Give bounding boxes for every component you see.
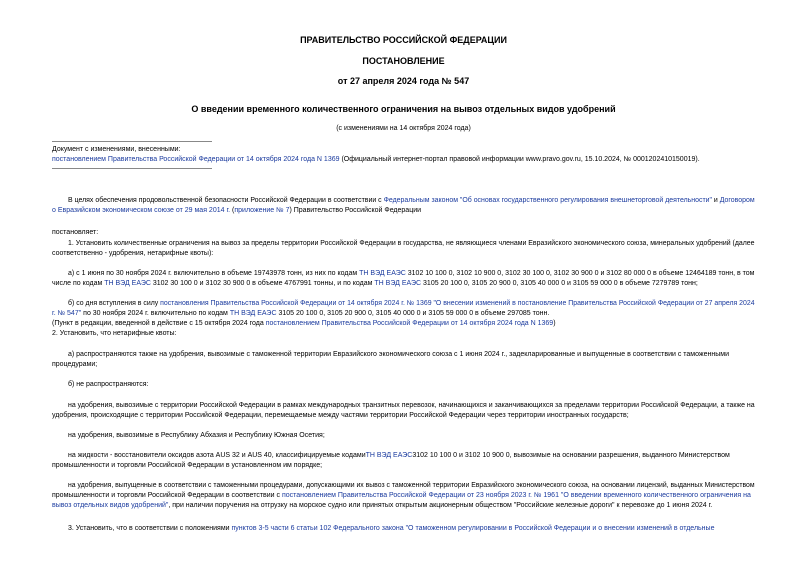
separator-top bbox=[52, 141, 212, 142]
pb-text: 3105 20 100 0, 3105 20 900 0, 3105 40 000 0 и 3105 59 000 0 в объеме 297085 тонн. bbox=[276, 310, 550, 317]
changes-label: Документ с изменениями, внесенными: bbox=[52, 146, 181, 153]
p3-line-1 bbox=[68, 524, 714, 534]
p2b3-line-2: промышленности и торговли Российской Федерации в установленном им порядке; bbox=[52, 462, 323, 469]
p2b4-line-1: на удобрения, выпущенные в соответствии с таможенными процедурами, допускающими их вывоз с таможенной территории Евразийского экономического союза, на основании лицензий, выданных Министерством bbox=[68, 482, 755, 489]
separator-bottom bbox=[52, 168, 212, 169]
p2b1-line-1: на удобрения, вывозимые с территории Российской Федерации в рамках международных транзитных перевозок, начинающихся и заканчивающихся за пределами территории Российской Федерации, а также на bbox=[68, 402, 755, 409]
tnved-link[interactable]: ТН ВЭД ЕАЭС bbox=[365, 452, 413, 459]
p2b4-text: , при наличии поручения на отгрузку на морское судно или принятых открытым акционерным обществом "Российские железные дороги" к перевозке до 1 июня 2024 г. bbox=[168, 502, 713, 509]
doc-type-heading: ПОСТАНОВЛЕНИЕ bbox=[362, 56, 445, 66]
pb-note bbox=[52, 319, 556, 329]
pa-text: числе по кодам bbox=[52, 280, 105, 287]
p2b-text: б) не распространяются: bbox=[68, 381, 149, 388]
p3-text: 3. Установить, что в соответствии с положениями bbox=[68, 525, 232, 532]
doc-date-number: от 27 апреля 2024 года № 547 bbox=[337, 76, 470, 86]
p2b3-text: на жидкости - восстановители оксидов азота AUS 32 и AUS 40, классифицируемые кодами bbox=[68, 452, 366, 459]
tnved-link[interactable]: ТН ВЭД ЕАЭС bbox=[104, 280, 151, 287]
intro-line-2 bbox=[52, 206, 421, 216]
resolution-1961-link[interactable]: постановлением Правительства Российской Федерации от 23 ноября 2023 г. № 1961 "О введении временного количественного ограничения на bbox=[281, 492, 751, 499]
p1-line-1: 1. Установить количественные ограничения на вывоз за пределы территории Российской Федерации в государства, не являющиеся членами Евразийского экономического союза, минеральных удобрений (далее bbox=[68, 240, 755, 247]
pb-line-1 bbox=[68, 299, 755, 309]
resolution-1961-link-cont[interactable]: вывоз отдельных видов удобрений" bbox=[52, 502, 169, 509]
p2b3-line-1 bbox=[68, 451, 730, 461]
law-link[interactable]: Федеральным законом "Об основах государственного регулирования внешнеторговой деятельности" bbox=[383, 197, 713, 204]
intro-text: и bbox=[712, 197, 720, 204]
pa-text: 3102 30 100 0 и 3102 30 900 0 в объеме 4767991 тонны, и по кодам bbox=[150, 280, 375, 287]
doc-title: О введении временного количественного ограничения на вывоз отдельных видов удобрений bbox=[191, 104, 616, 114]
customs-law-link[interactable]: пунктов 3-5 части 6 статьи 102 Федерального закона "О таможенном регулировании в Российской Федерации и о внесении изменений в отдельные bbox=[231, 525, 715, 532]
intro-line-1 bbox=[68, 196, 755, 206]
resolution-1369-link[interactable]: постановления Правительства Российской Федерации от 14 октября 2024 г. № 1369 "О внесении изменений в постановление Правительства Российской Федерации от 27 апреля 2024 bbox=[160, 300, 755, 307]
changes-line bbox=[52, 155, 700, 165]
decides-text: постановляет: bbox=[52, 229, 99, 236]
intro-text: ) Правительство Российской Федерации bbox=[289, 207, 422, 214]
pa-text: 3102 10 100 0, 3102 10 900 0, 3102 30 100 0, 3102 30 900 0 и 3102 80 000 0 в объеме 12464189 тонн, в том bbox=[405, 270, 755, 277]
pb-note-text: ) bbox=[553, 320, 556, 327]
treaty-link[interactable]: Договором bbox=[719, 197, 755, 204]
tnved-link[interactable]: ТН ВЭД ЕАЭС bbox=[374, 280, 422, 287]
p2a-line-2: процедурами; bbox=[52, 361, 98, 368]
amendments-note: (с изменениями на 14 октября 2024 года) bbox=[336, 125, 471, 132]
pa-text: а) с 1 июня по 30 ноября 2024 г. включительно в объеме 19743978 тонн, из них по кодам bbox=[68, 270, 360, 277]
p2b1-line-2: удобрения, происходящие с территории Российской Федерации, перемещаемые между частями территории Российской Федерации через территории иностранных государств; bbox=[52, 412, 629, 419]
p2a-line-1: а) распространяются также на удобрения, вывозимые с таможенной территории Евразийского экономического союза с 1 июня 2024 г., задекларированные и выпущенные в соответствии с таможенными bbox=[68, 351, 729, 358]
p2-text: 2. Установить, что нетарифные квоты: bbox=[52, 330, 177, 337]
pb-text: по 30 ноября 2024 г. включительно по кодам bbox=[81, 310, 230, 317]
resolution-1369-note-link[interactable]: постановлением Правительства Российской Федерации от 14 октября 2024 года N 1369 bbox=[265, 320, 554, 327]
changes-source: (Официальный интернет-портал правовой информации www.pravo.gov.ru, 15.10.2024, № 0001202410150019). bbox=[339, 156, 700, 163]
resolution-1369-link-cont[interactable]: г. № 547" bbox=[52, 310, 82, 317]
annex-link[interactable]: приложение № 7 bbox=[234, 207, 290, 214]
pb-line-2 bbox=[52, 309, 549, 319]
government-heading: ПРАВИТЕЛЬСТВО РОССИЙСКОЙ ФЕДЕРАЦИИ bbox=[300, 35, 507, 45]
p2b4-line-3 bbox=[52, 501, 712, 511]
p2b4-line-2 bbox=[52, 491, 751, 501]
pa-line-2 bbox=[52, 279, 698, 289]
tnved-link[interactable]: ТН ВЭД ЕАЭС bbox=[359, 270, 406, 277]
intro-text: В целях обеспечения продовольственной безопасности Российской Федерации в соответствии с bbox=[68, 197, 384, 204]
intro-text: ( bbox=[230, 207, 235, 214]
pa-text: 3105 20 100 0, 3105 20 900 0, 3105 40 000 0 и 3105 59 000 0 в объеме 7279789 тонн; bbox=[421, 280, 698, 287]
pb-text: б) со дня вступления в силу bbox=[68, 300, 161, 307]
p2b2-text: на удобрения, вывозимые в Республику Абхазия и Республику Южная Осетия; bbox=[68, 432, 325, 439]
tnved-link[interactable]: ТН ВЭД ЕАЭС bbox=[229, 310, 277, 317]
p2b3-text: 3102 10 100 0 и 3102 10 900 0, вывозимые на основании разрешения, выданного Министерством bbox=[412, 452, 730, 459]
p2b4-text: промышленности и торговли Российской Федерации в соответствии с bbox=[52, 492, 282, 499]
pa-line-1 bbox=[68, 269, 755, 279]
p1-line-2: соответственно - удобрения, нетарифные квоты): bbox=[52, 250, 214, 257]
treaty-link-cont[interactable]: о Евразийском экономическом союзе от 29 мая 2014 г. bbox=[52, 207, 231, 214]
pb-note-text: (Пункт в редакции, введенной в действие с 15 октября 2024 года bbox=[52, 320, 266, 327]
changes-link[interactable]: постановлением Правительства Российской Федерации от 14 октября 2024 года N 1369 bbox=[52, 156, 340, 163]
